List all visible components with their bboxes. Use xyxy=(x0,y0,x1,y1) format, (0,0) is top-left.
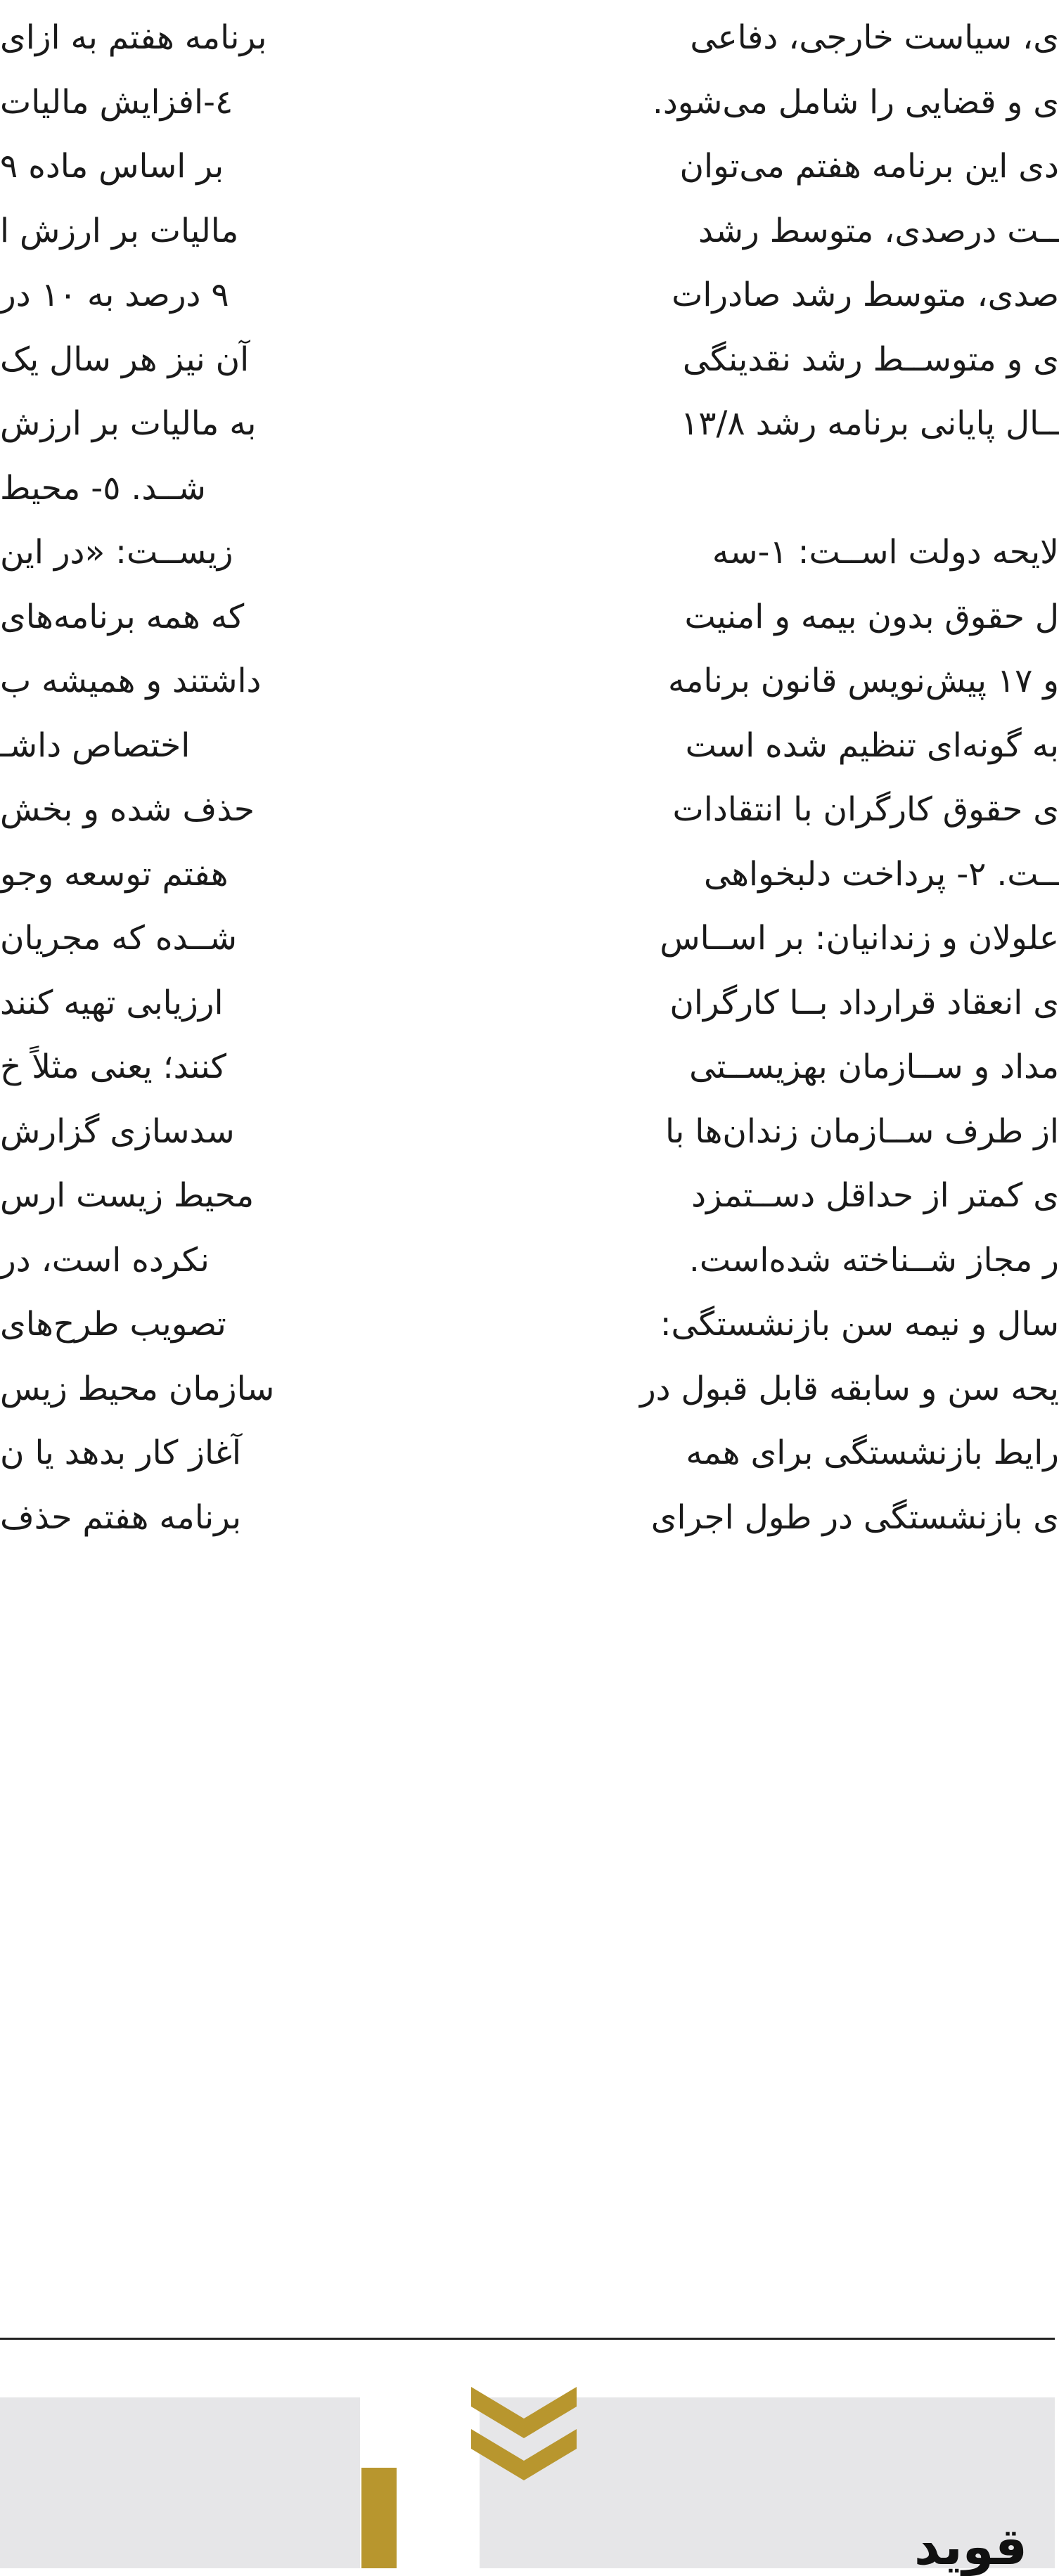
text-line: و ١٧ پیش‌نویس قانون برنامه xyxy=(668,662,1059,700)
text-line: ٩ درصد به ١٠ در xyxy=(0,276,229,314)
double-chevron-down-icon xyxy=(471,2387,577,2485)
gold-accent-bar xyxy=(361,2468,397,2568)
box-title: قوید xyxy=(914,2517,1027,2576)
text-line: نکرده است، در xyxy=(0,1240,210,1280)
text-line xyxy=(447,456,1059,521)
text-line: دی این برنامه هفتم می‌توان xyxy=(679,147,1059,186)
text-line: از طرف ســازمان زندان‌ها با xyxy=(665,1112,1059,1151)
text-line: شــد. ٥- محیط xyxy=(0,468,206,508)
text-line: به مالیات بر ارزش xyxy=(0,404,257,443)
text-line: لایحه دولت اســت: ١-سه xyxy=(712,533,1059,572)
text-line: شــده که مجریان xyxy=(0,919,238,958)
text-line: اختصاص داشـ xyxy=(0,726,191,765)
text-line: مالیات بر ارزش ا xyxy=(0,211,239,250)
text-line: صدی، متوسط رشد صادرات xyxy=(672,276,1059,314)
text-line: رایط بازنشستگی برای همه xyxy=(686,1434,1059,1472)
text-line: بر اساس ماده ٩ xyxy=(0,147,224,186)
text-line: محیط زیست ارس xyxy=(0,1176,255,1215)
text-line: ی، سیاست خارجی، دفاعی xyxy=(690,18,1059,57)
text-line: ــال پایانی برنامه رشد ١٣/٨ xyxy=(681,404,1059,443)
text-line: ی و متوســط رشد نقدینگی xyxy=(682,340,1059,379)
text-line: داشتند و همیشه ب xyxy=(0,662,262,700)
text-line: آغاز کار بدهد یا ن xyxy=(0,1434,241,1472)
text-line: ــت. ٢- پرداخت دلبخواهی xyxy=(704,854,1059,894)
text-line: ی حقوق کارگران با انتقادات xyxy=(672,790,1059,829)
text-line: علولان و زندانیان: بر اســاس xyxy=(660,919,1059,958)
gray-box-left xyxy=(0,2397,360,2568)
horizontal-divider xyxy=(0,2338,1055,2340)
text-line: آن نیز هر سال یک xyxy=(0,340,250,379)
text-line: به گونه‌ای تنظیم شده است xyxy=(685,726,1059,765)
text-line: ل حقوق بدون بیمه و امنیت xyxy=(684,597,1059,636)
text-line: سازمان محیط زیس xyxy=(0,1369,275,1408)
text-line: ٤-افزایش مالیات xyxy=(0,82,233,122)
text-line: ی و قضایی را شامل می‌شود. xyxy=(652,82,1059,122)
text-line: هفتم توسعه وجو xyxy=(0,854,229,894)
text-line: ی انعقاد قرارداد بــا کارگران xyxy=(669,983,1059,1022)
text-line: حذف شده و بخش xyxy=(0,790,255,829)
text-line: سال و نیمه سن بازنشستگی: xyxy=(660,1305,1059,1344)
text-line: ــت درصدی، متوسط رشد xyxy=(698,211,1059,250)
left-text-column xyxy=(0,6,369,1550)
text-line: که همه برنامه‌های xyxy=(0,597,245,636)
right-text-column xyxy=(447,6,1059,1550)
text-line: یحه سن و سابقه قابل قبول در xyxy=(639,1369,1059,1408)
text-line: سدسازی گزارش xyxy=(0,1112,235,1151)
text-line: زیســت: «در این xyxy=(0,533,233,572)
text-line: ارزیابی تهیه کنند xyxy=(0,983,224,1022)
text-line: تصویب طرح‌های xyxy=(0,1305,226,1344)
text-line: برنامه هفتم به ازای xyxy=(0,18,267,57)
text-line: ی کمتر از حداقل دســتمزد xyxy=(691,1176,1059,1215)
text-line: کنند؛ یعنی مثلاً خ xyxy=(0,1048,227,1086)
text-line: برنامه هفتم حذف xyxy=(0,1498,242,1537)
text-line: مداد و ســازمان بهزیســتی xyxy=(689,1048,1059,1086)
text-line: ی بازنشستگی در طول اجرای xyxy=(650,1498,1059,1537)
text-line: ر مجاز شــناخته شده‌است. xyxy=(688,1240,1059,1280)
